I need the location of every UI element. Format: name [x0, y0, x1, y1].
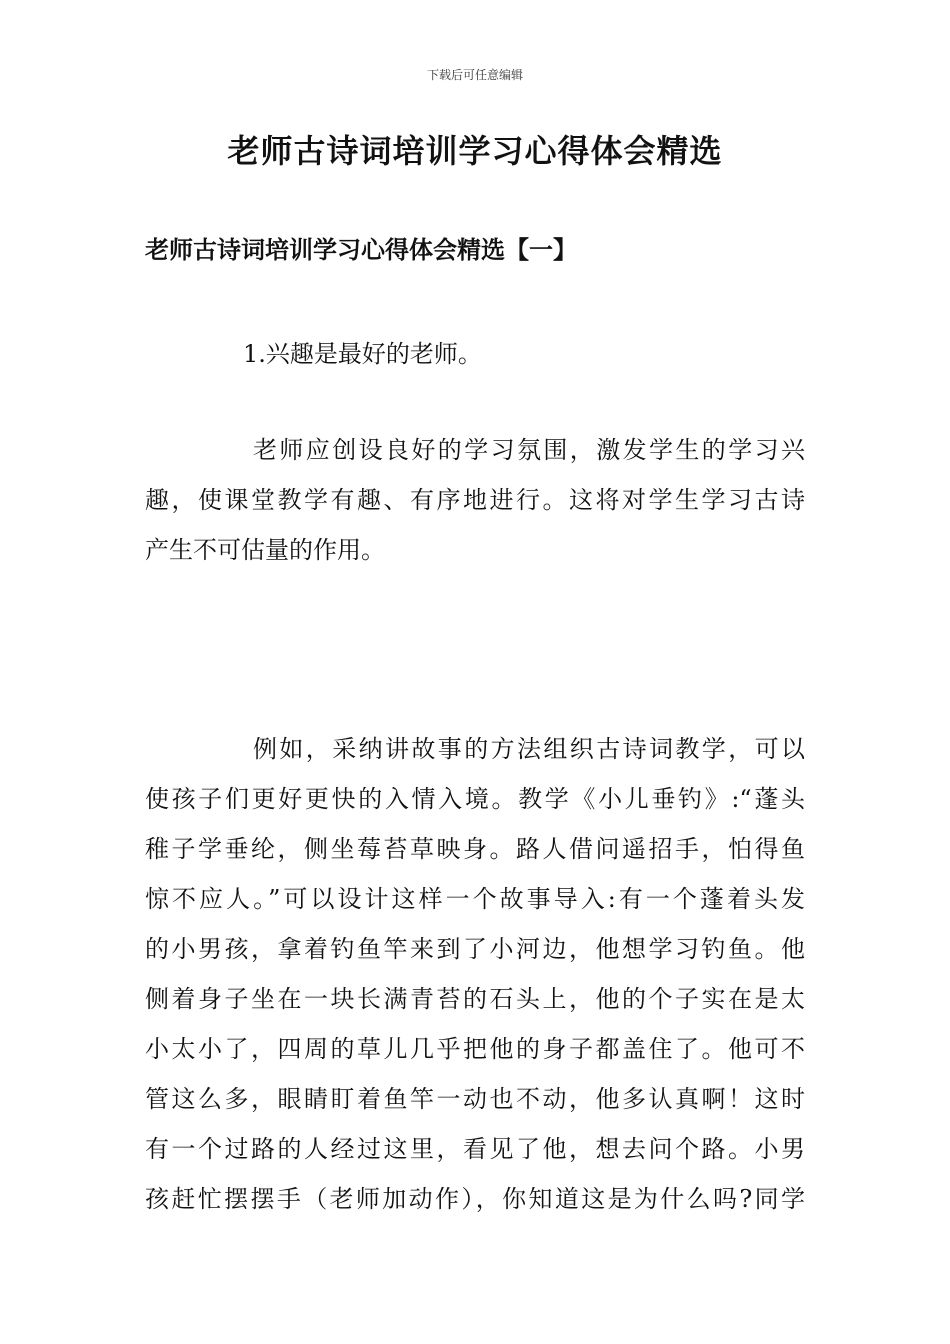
paragraph-line: 的小男孩，拿着钓鱼竿来到了小河边，他想学习钓鱼。他 — [145, 935, 805, 963]
paragraph-line: 例如，采纳讲故事的方法组织古诗词教学，可以 — [253, 735, 805, 763]
paragraph-line: 孩赶忙摆摆手（老师加动作），你知道这是为什么吗?同学 — [145, 1185, 805, 1213]
document-title: 老师古诗词培训学习心得体会精选 — [227, 132, 723, 170]
paragraph-line: 产生不可估量的作用。 — [145, 536, 385, 564]
paragraph-line: 惊不应人。”可以设计这样一个故事导入:有一个蓬着头发 — [145, 885, 805, 913]
paragraph-line: 趣，使课堂教学有趣、有序地进行。这将对学生学习古诗 — [145, 486, 805, 514]
paragraph-line: 老师应创设良好的学习氛围，激发学生的学习兴 — [253, 436, 805, 464]
paragraph-1 — [145, 425, 805, 575]
section-heading: 老师古诗词培训学习心得体会精选【一】 — [145, 235, 577, 264]
paragraph-line: 管这么多，眼睛盯着鱼竿一动也不动，他多认真啊！这时 — [145, 1085, 805, 1113]
paragraph-2 — [145, 724, 805, 1224]
paragraph-line: 有一个过路的人经过这里，看见了他，想去问个路。小男 — [145, 1135, 805, 1163]
paragraph-line: 小太小了，四周的草儿几乎把他的身子都盖住了。他可不 — [145, 1035, 805, 1063]
paragraph-line: 侧着身子坐在一块长满青苔的石头上，他的个子实在是太 — [145, 985, 805, 1013]
paragraph-line: 稚子学垂纶，侧坐莓苔草映身。路人借问遥招手，怕得鱼 — [145, 835, 805, 863]
paragraph-line: 使孩子们更好更快的入情入境。教学《小儿垂钓》:“蓬头 — [145, 785, 805, 813]
header-note: 下载后可任意编辑 — [426, 68, 523, 82]
list-item-1: 1.兴趣是最好的老师。 — [243, 340, 482, 368]
